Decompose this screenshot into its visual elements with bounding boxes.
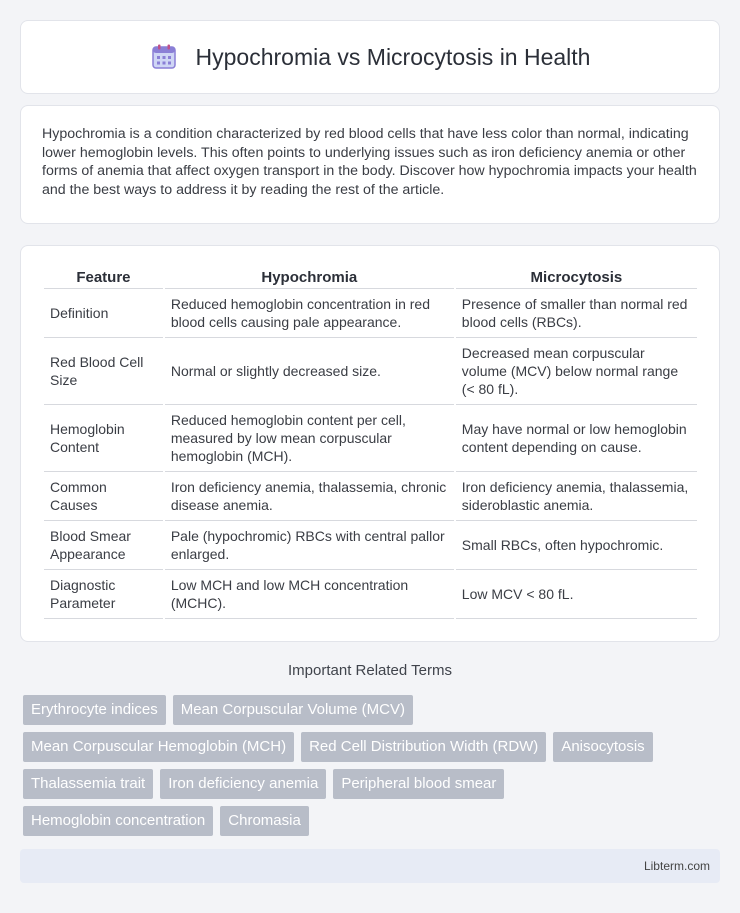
hypochromia-cell: Reduced hemoglobin concentration in red blood cells causing pale appearance. xyxy=(165,289,454,338)
related-term-tag[interactable]: Mean Corpuscular Hemoglobin (MCH) xyxy=(23,732,294,762)
microcytosis-cell: Small RBCs, often hypochromic. xyxy=(456,521,697,570)
related-term-tag[interactable]: Mean Corpuscular Volume (MCV) xyxy=(173,695,413,725)
calendar-icon xyxy=(150,43,178,71)
related-term-tag[interactable]: Chromasia xyxy=(220,806,309,836)
related-term-tag[interactable]: Hemoglobin concentration xyxy=(23,806,213,836)
related-term-tag[interactable]: Erythrocyte indices xyxy=(23,695,166,725)
microcytosis-cell: Low MCV < 80 fL. xyxy=(456,570,697,619)
hypochromia-cell: Normal or slightly decreased size. xyxy=(165,338,454,405)
page-title: Hypochromia vs Microcytosis in Health xyxy=(195,43,591,70)
hypochromia-cell: Low MCH and low MCH concentration (MCHC). xyxy=(165,570,454,619)
feature-cell: Diagnostic Parameter xyxy=(44,570,163,619)
feature-cell: Definition xyxy=(44,289,163,338)
hypochromia-cell: Reduced hemoglobin content per cell, measured by low mean corpuscular hemoglobin (MCH). xyxy=(165,405,454,472)
column-header-feature: Feature xyxy=(44,266,163,289)
related-term-tag[interactable]: Red Cell Distribution Width (RDW) xyxy=(301,732,546,762)
table-row xyxy=(44,570,697,619)
table-row xyxy=(44,472,697,521)
related-term-tag[interactable]: Thalassemia trait xyxy=(23,769,153,799)
intro-card xyxy=(20,105,720,224)
feature-cell: Hemoglobin Content xyxy=(44,405,163,472)
hypochromia-cell: Iron deficiency anemia, thalassemia, chronic disease anemia. xyxy=(165,472,454,521)
related-terms-title: Important Related Terms xyxy=(288,662,452,679)
microcytosis-cell: Decreased mean corpuscular volume (MCV) below normal range (< 80 fL). xyxy=(456,338,697,405)
header-card xyxy=(20,20,720,94)
feature-cell: Common Causes xyxy=(44,472,163,521)
table-row xyxy=(44,405,697,472)
related-term-tag[interactable]: Anisocytosis xyxy=(553,732,652,762)
related-terms-tags xyxy=(23,695,713,843)
feature-cell: Red Blood Cell Size xyxy=(44,338,163,405)
hypochromia-cell: Pale (hypochromic) RBCs with central pallor enlarged. xyxy=(165,521,454,570)
table-row xyxy=(44,289,697,338)
table-row xyxy=(44,521,697,570)
intro-text: Hypochromia is a condition characterized by red blood cells that have less color than normal, indicating lower hemoglobin levels. This often points to underlying issues such as iron deficiency anemia or other forms of anemia that affect oxygen transport in the body. Discover how hypochromia impacts your health and the best ways to address it by reading the rest of the article. xyxy=(42,126,697,198)
table-row xyxy=(44,338,697,405)
comparison-table xyxy=(42,266,699,619)
related-term-tag[interactable]: Iron deficiency anemia xyxy=(160,769,326,799)
column-header-microcytosis: Microcytosis xyxy=(456,266,697,289)
comparison-table-card xyxy=(20,245,720,642)
feature-cell: Blood Smear Appearance xyxy=(44,521,163,570)
microcytosis-cell: May have normal or low hemoglobin content depending on cause. xyxy=(456,405,697,472)
footer xyxy=(20,849,720,883)
microcytosis-cell: Iron deficiency anemia, thalassemia, sideroblastic anemia. xyxy=(456,472,697,521)
microcytosis-cell: Presence of smaller than normal red blood cells (RBCs). xyxy=(456,289,697,338)
related-term-tag[interactable]: Peripheral blood smear xyxy=(333,769,504,799)
table-header-row xyxy=(44,266,697,289)
column-header-hypochromia: Hypochromia xyxy=(165,266,454,289)
footer-site-link[interactable]: Libterm.com xyxy=(643,859,710,873)
